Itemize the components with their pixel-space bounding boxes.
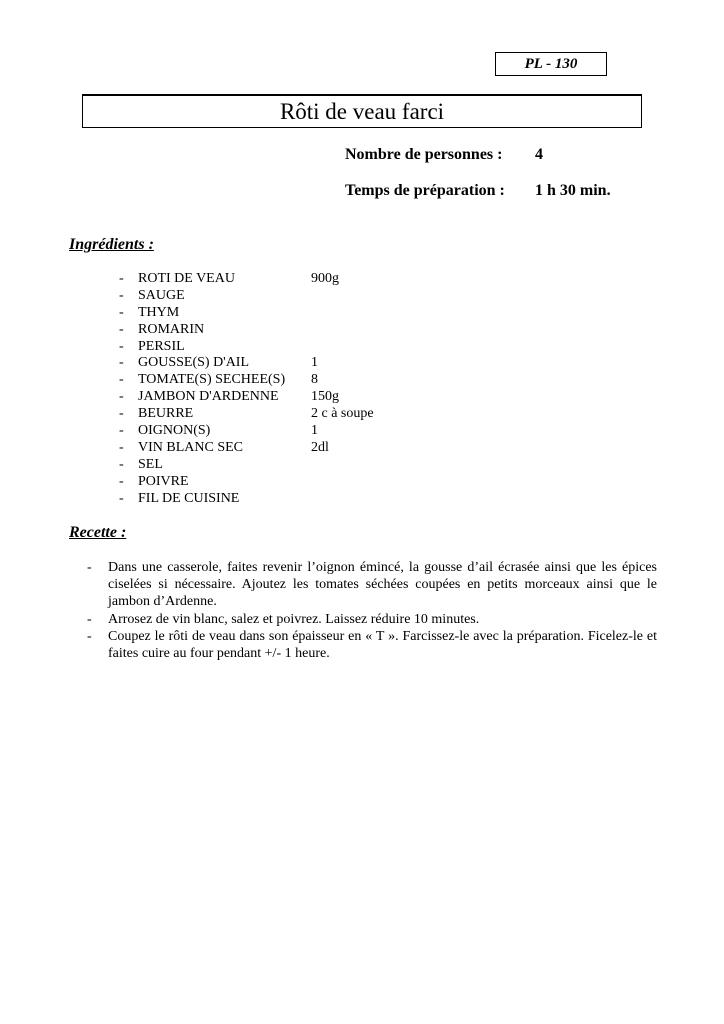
prep-time-label: Temps de préparation :	[345, 182, 505, 199]
ingredient-item	[119, 372, 419, 389]
ingredient-item	[119, 305, 419, 322]
ingredient-name: POIVRE	[138, 473, 189, 489]
ingredient-item	[119, 389, 419, 406]
ingredients-list	[119, 271, 419, 507]
ingredient-item	[119, 440, 419, 457]
ingredient-name: BEURRE	[138, 406, 194, 422]
ingredient-quantity: 1	[311, 423, 318, 439]
list-bullet: -	[119, 271, 124, 286]
ingredient-name: FIL DE CUISINE	[138, 490, 240, 506]
list-bullet: -	[119, 389, 124, 405]
ingredient-item	[119, 491, 419, 508]
recipe-steps	[87, 559, 657, 662]
ingredient-name: OIGNON(S)	[138, 423, 211, 439]
ingredient-quantity: 1	[311, 355, 318, 371]
ingredient-quantity: 900g	[311, 271, 339, 286]
ingredient-quantity: 2 c à soupe	[311, 406, 374, 422]
ingredient-name: TOMATE(S) SECHEE(S)	[138, 372, 286, 388]
persons-label: Nombre de personnes :	[345, 146, 503, 163]
list-bullet: -	[119, 423, 124, 439]
list-bullet: -	[119, 490, 124, 506]
list-bullet: -	[87, 560, 92, 575]
list-bullet: -	[119, 473, 124, 489]
ingredient-item	[119, 288, 419, 305]
list-bullet: -	[119, 439, 124, 455]
ingredient-name: SEL	[138, 456, 163, 472]
ingredient-item	[119, 406, 419, 423]
list-bullet: -	[119, 406, 124, 422]
ingredient-quantity: 2dl	[311, 439, 329, 455]
recipe-step-text: Arrosez de vin blanc, salez et poivrez. Laissez réduire 10 minutes.	[108, 611, 480, 627]
list-bullet: -	[119, 338, 124, 354]
ingredient-quantity: 8	[311, 372, 318, 388]
list-bullet: -	[119, 372, 124, 388]
ingredient-name: THYM	[138, 304, 180, 320]
recipe-heading: Recette :	[69, 524, 127, 541]
ingredient-item	[119, 457, 419, 474]
ingredients-heading: Ingrédients :	[69, 236, 154, 253]
ingredient-item	[119, 355, 419, 372]
ingredient-name: VIN BLANC SEC	[138, 439, 244, 455]
ingredient-item	[119, 339, 419, 356]
list-bullet: -	[119, 456, 124, 472]
list-bullet: -	[119, 355, 124, 371]
ingredient-name: JAMBON D'ARDENNE	[138, 389, 279, 405]
list-bullet: -	[87, 611, 92, 627]
persons-value: 4	[535, 146, 543, 163]
ingredient-name: GOUSSE(S) D'AIL	[138, 355, 250, 371]
ingredient-name: ROMARIN	[138, 321, 205, 337]
list-bullet: -	[87, 628, 92, 644]
ingredient-item	[119, 423, 419, 440]
recipe-title: Rôti de veau farci	[82, 94, 642, 128]
ingredient-item	[119, 322, 419, 339]
recipe-step-text: Dans une casserole, faites revenir l’oignon émincé, la gousse d’ail écrasée ainsi que les épices ciselées si nécessaire. Ajoutez les tomates séchées coupées en petits morceaux ainsi que le jambon d’Ardenne.	[108, 560, 657, 610]
recipe-step-text: Coupez le rôti de veau dans son épaisseur en « T ». Farcissez-le avec la préparation. Ficelez-le et faites cuire au four pendant +/- 1 heure.	[108, 628, 657, 662]
prep-time-value: 1 h 30 min.	[535, 182, 611, 199]
recipe-step	[87, 611, 657, 628]
ingredient-name: PERSIL	[138, 338, 185, 354]
ingredient-item	[119, 474, 419, 491]
ingredient-quantity: 150g	[311, 389, 339, 405]
recipe-step	[87, 628, 657, 662]
ingredient-item	[119, 271, 419, 288]
ingredient-name: ROTI DE VEAU	[138, 271, 235, 286]
list-bullet: -	[119, 304, 124, 320]
list-bullet: -	[119, 287, 124, 303]
list-bullet: -	[119, 321, 124, 337]
recipe-code: PL - 130	[495, 52, 607, 76]
recipe-step	[87, 559, 657, 611]
ingredient-name: SAUGE	[138, 287, 185, 303]
